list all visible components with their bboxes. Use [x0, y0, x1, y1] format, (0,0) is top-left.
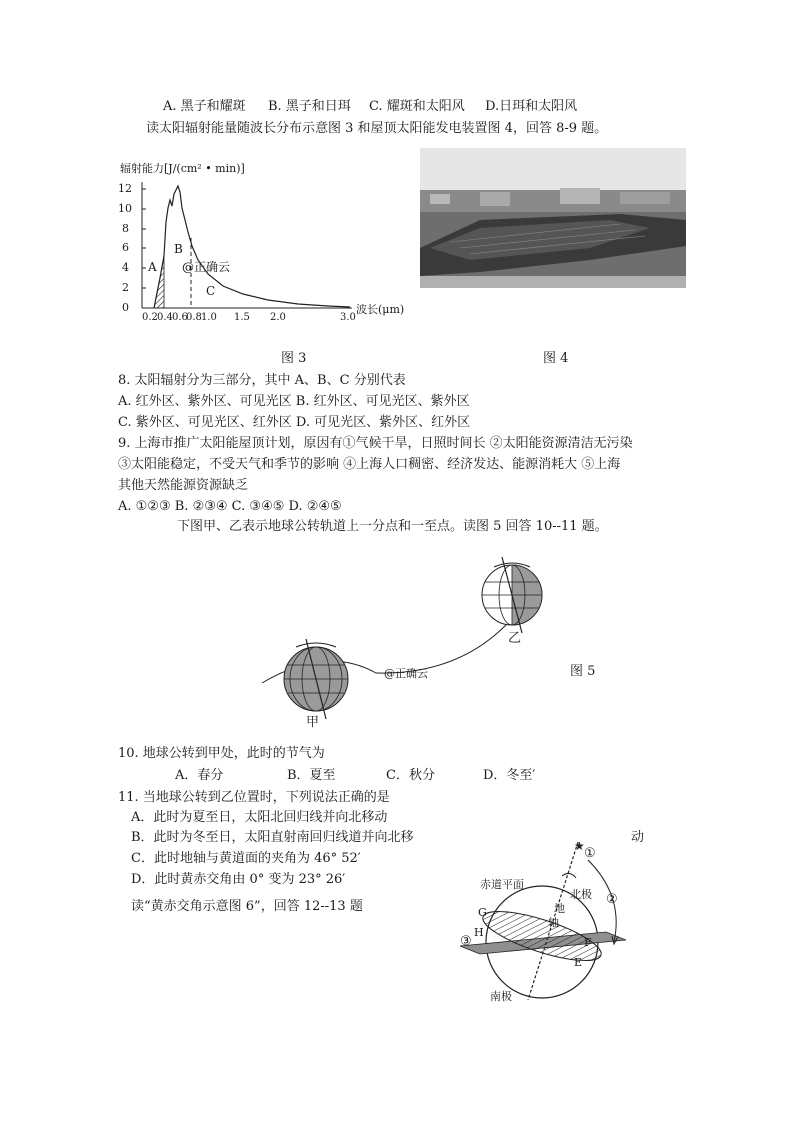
- q7-option-d: D.日珥和太阳风: [485, 99, 578, 114]
- fig5-watermark: @正确云: [384, 667, 428, 680]
- q10-option-c: C．秋分: [386, 768, 435, 783]
- fig3-xtick-0-8: 0.8: [186, 312, 202, 323]
- figure-5-orbit: [256, 555, 616, 735]
- fig3-ytick-2: 2: [122, 281, 129, 294]
- q8-options-line-2: C. 紫外区、可见光区、红外区 D. 可见光区、紫外区、红外区: [118, 415, 471, 430]
- fig6-south-pole-label: 南极: [490, 990, 512, 1003]
- fig3-xtick-1-0: 1.0: [201, 312, 217, 323]
- fig3-xtick-0-4: 0.4: [157, 312, 173, 323]
- fig3-ytick-4: 4: [122, 261, 129, 274]
- fig6-axis-label-1: 地: [554, 902, 565, 915]
- fig6-svg: [456, 836, 636, 1008]
- fig6-mark-3: ③: [460, 934, 472, 949]
- q11-stem: 11. 当地球公转到乙位置时，下列说法正确的是: [118, 790, 390, 805]
- figure-3-spectrum-chart: [118, 160, 405, 330]
- fig3-watermark: @正确云: [182, 260, 231, 274]
- fig6-equator-plane-label: 赤道平面: [480, 878, 524, 891]
- fig3-ytick-10: 10: [118, 202, 132, 215]
- q10-option-b: B．夏至: [287, 768, 336, 783]
- fig3-curve: [154, 186, 350, 308]
- fig3-ytick-12: 12: [118, 182, 132, 195]
- fig6-point-f: F: [584, 936, 592, 949]
- q9-stem-3: 其他天然能源资源缺乏: [118, 478, 249, 493]
- fig6-north-pole-label: 北极: [570, 888, 592, 901]
- q9-stem-1: 9. 上海市推广太阳能屋顶计划，原因有①气候干旱，日照时间长 ②太阳能资源清洁无污染: [118, 436, 633, 451]
- fig3-region-b-label: B: [174, 242, 183, 256]
- q8-stem: 8. 太阳辐射分为三部分，其中 A、B、C 分别代表: [118, 373, 406, 388]
- fig3-ylabel: 辐射能力[J/(cm² • min)]: [120, 162, 245, 175]
- fig3-xtick-0-6: 0.6: [172, 312, 188, 323]
- fig4-caption: 图 4: [543, 351, 569, 366]
- q7-option-a: A. 黑子和耀斑: [163, 99, 246, 114]
- intro-12-13: 读“黄赤交角示意图 6”，回答 12--13 题: [131, 899, 363, 914]
- fig3-xtick-3-0: 3.0: [340, 312, 356, 323]
- q7-option-c: C. 耀斑和太阳风: [369, 99, 465, 114]
- fig6-point-h: H: [474, 926, 484, 939]
- fig3-region-a-label: A: [148, 260, 157, 274]
- fig3-xtick-1-5: 1.5: [234, 312, 250, 323]
- q9-options: A. ①②③ B. ②③④ C. ③④⑤ D. ②④⑤: [118, 499, 342, 514]
- fig3-region-c-label: C: [206, 284, 216, 298]
- fig5-svg: [256, 555, 616, 735]
- figure-6-obliquity: [456, 836, 636, 1008]
- fig6-point-g: G: [478, 906, 487, 919]
- fig3-caption: 图 3: [281, 351, 307, 366]
- figure-4-solar-roof-photo: [420, 148, 686, 288]
- q9-stem-2: ③太阳能稳定，不受天气和季节的影响 ④上海人口稠密、经济发达、能源消耗大 ⑤上海: [118, 457, 621, 472]
- q11-option-d: D．此时黄赤交角由 0° 变为 23° 26′: [131, 872, 346, 887]
- fig5-label-yi: 乙: [508, 631, 522, 646]
- q10-stem: 10. 地球公转到甲处，此时的节气为: [118, 746, 325, 761]
- fig6-axis-label-2: 轴: [548, 916, 559, 929]
- fig6-rotation-arrow: [562, 873, 576, 878]
- fig3-xlabel: 波长(μm): [356, 303, 405, 316]
- q10-option-a: A．春分: [175, 768, 224, 783]
- fig5-caption: 图 5: [570, 664, 596, 679]
- fig5-globe-yi: [482, 557, 542, 633]
- q10-option-d: D．冬至′: [483, 768, 536, 783]
- intro-8-9: 读太阳辐射能量随波长分布示意图 3 和屋顶太阳能发电装置图 4，回答 8-9 题。: [146, 121, 608, 136]
- q11-option-b-tail: 动: [631, 830, 645, 845]
- q8-options-line-1: A. 红外区、紫外区、可见光区 B. 红外区、可见光区、紫外区: [118, 394, 470, 409]
- fig6-point-e: E: [574, 956, 583, 969]
- fig3-ytick-6: 6: [122, 241, 129, 254]
- fig3-xtick-2-0: 2.0: [270, 312, 286, 323]
- q11-option-a: A．此时为夏至日，太阳北回归线并向北移动: [131, 810, 388, 825]
- fig6-mark-2: ②: [606, 892, 618, 907]
- fig3-ytick-0: 0: [122, 301, 129, 314]
- q7-option-b: B. 黑子和日珥: [267, 99, 351, 114]
- fig3-ytick-8: 8: [122, 222, 129, 235]
- fig6-mark-1: ①: [584, 846, 596, 861]
- fig5-globe-jia: [284, 639, 348, 719]
- intro-10-11: 下图甲、乙表示地球公转轨道上一分点和一至点。读图 5 回答 10--11 题。: [177, 519, 608, 534]
- q7-options: [163, 98, 577, 116]
- q11-option-c: C．此时地轴与黄道面的夹角为 46° 52′: [131, 851, 361, 866]
- q11-option-b: B．此时为冬至日，太阳直射南回归线道并向北移: [131, 830, 414, 845]
- fig3-xtick-0-2: 0.2: [142, 312, 158, 323]
- fig5-label-jia: 甲: [306, 715, 320, 730]
- svg-text:★: ★: [574, 839, 585, 853]
- fig4-photo-illustration: [420, 148, 686, 288]
